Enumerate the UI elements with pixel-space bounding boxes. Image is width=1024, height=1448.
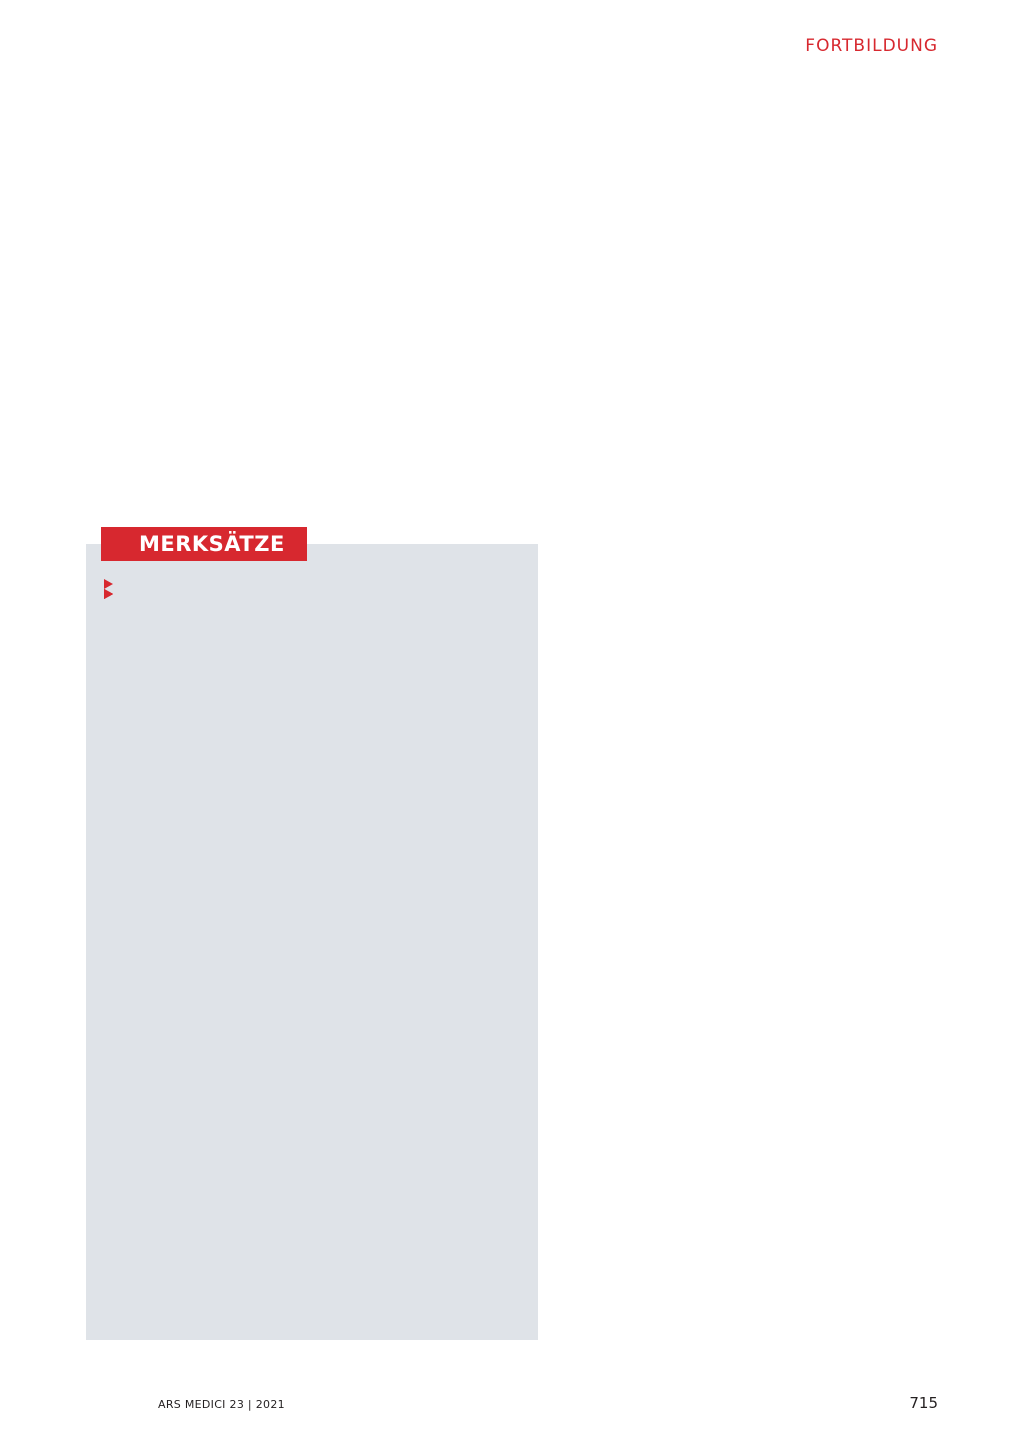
key-points-box: [86, 544, 538, 1340]
triangle-bullet-icon: [104, 579, 113, 589]
page-number: 715: [909, 1394, 938, 1412]
triangle-bullet-icon: [104, 589, 113, 599]
right-column: [561, 106, 939, 124]
journal-footer: ARS MEDICI 23 | 2021: [158, 1398, 285, 1411]
key-points-title: MERKSÄTZE: [101, 527, 307, 561]
section-header: FORTBILDUNG: [805, 36, 938, 56]
left-column: [158, 106, 538, 124]
key-points-list: [104, 573, 530, 583]
